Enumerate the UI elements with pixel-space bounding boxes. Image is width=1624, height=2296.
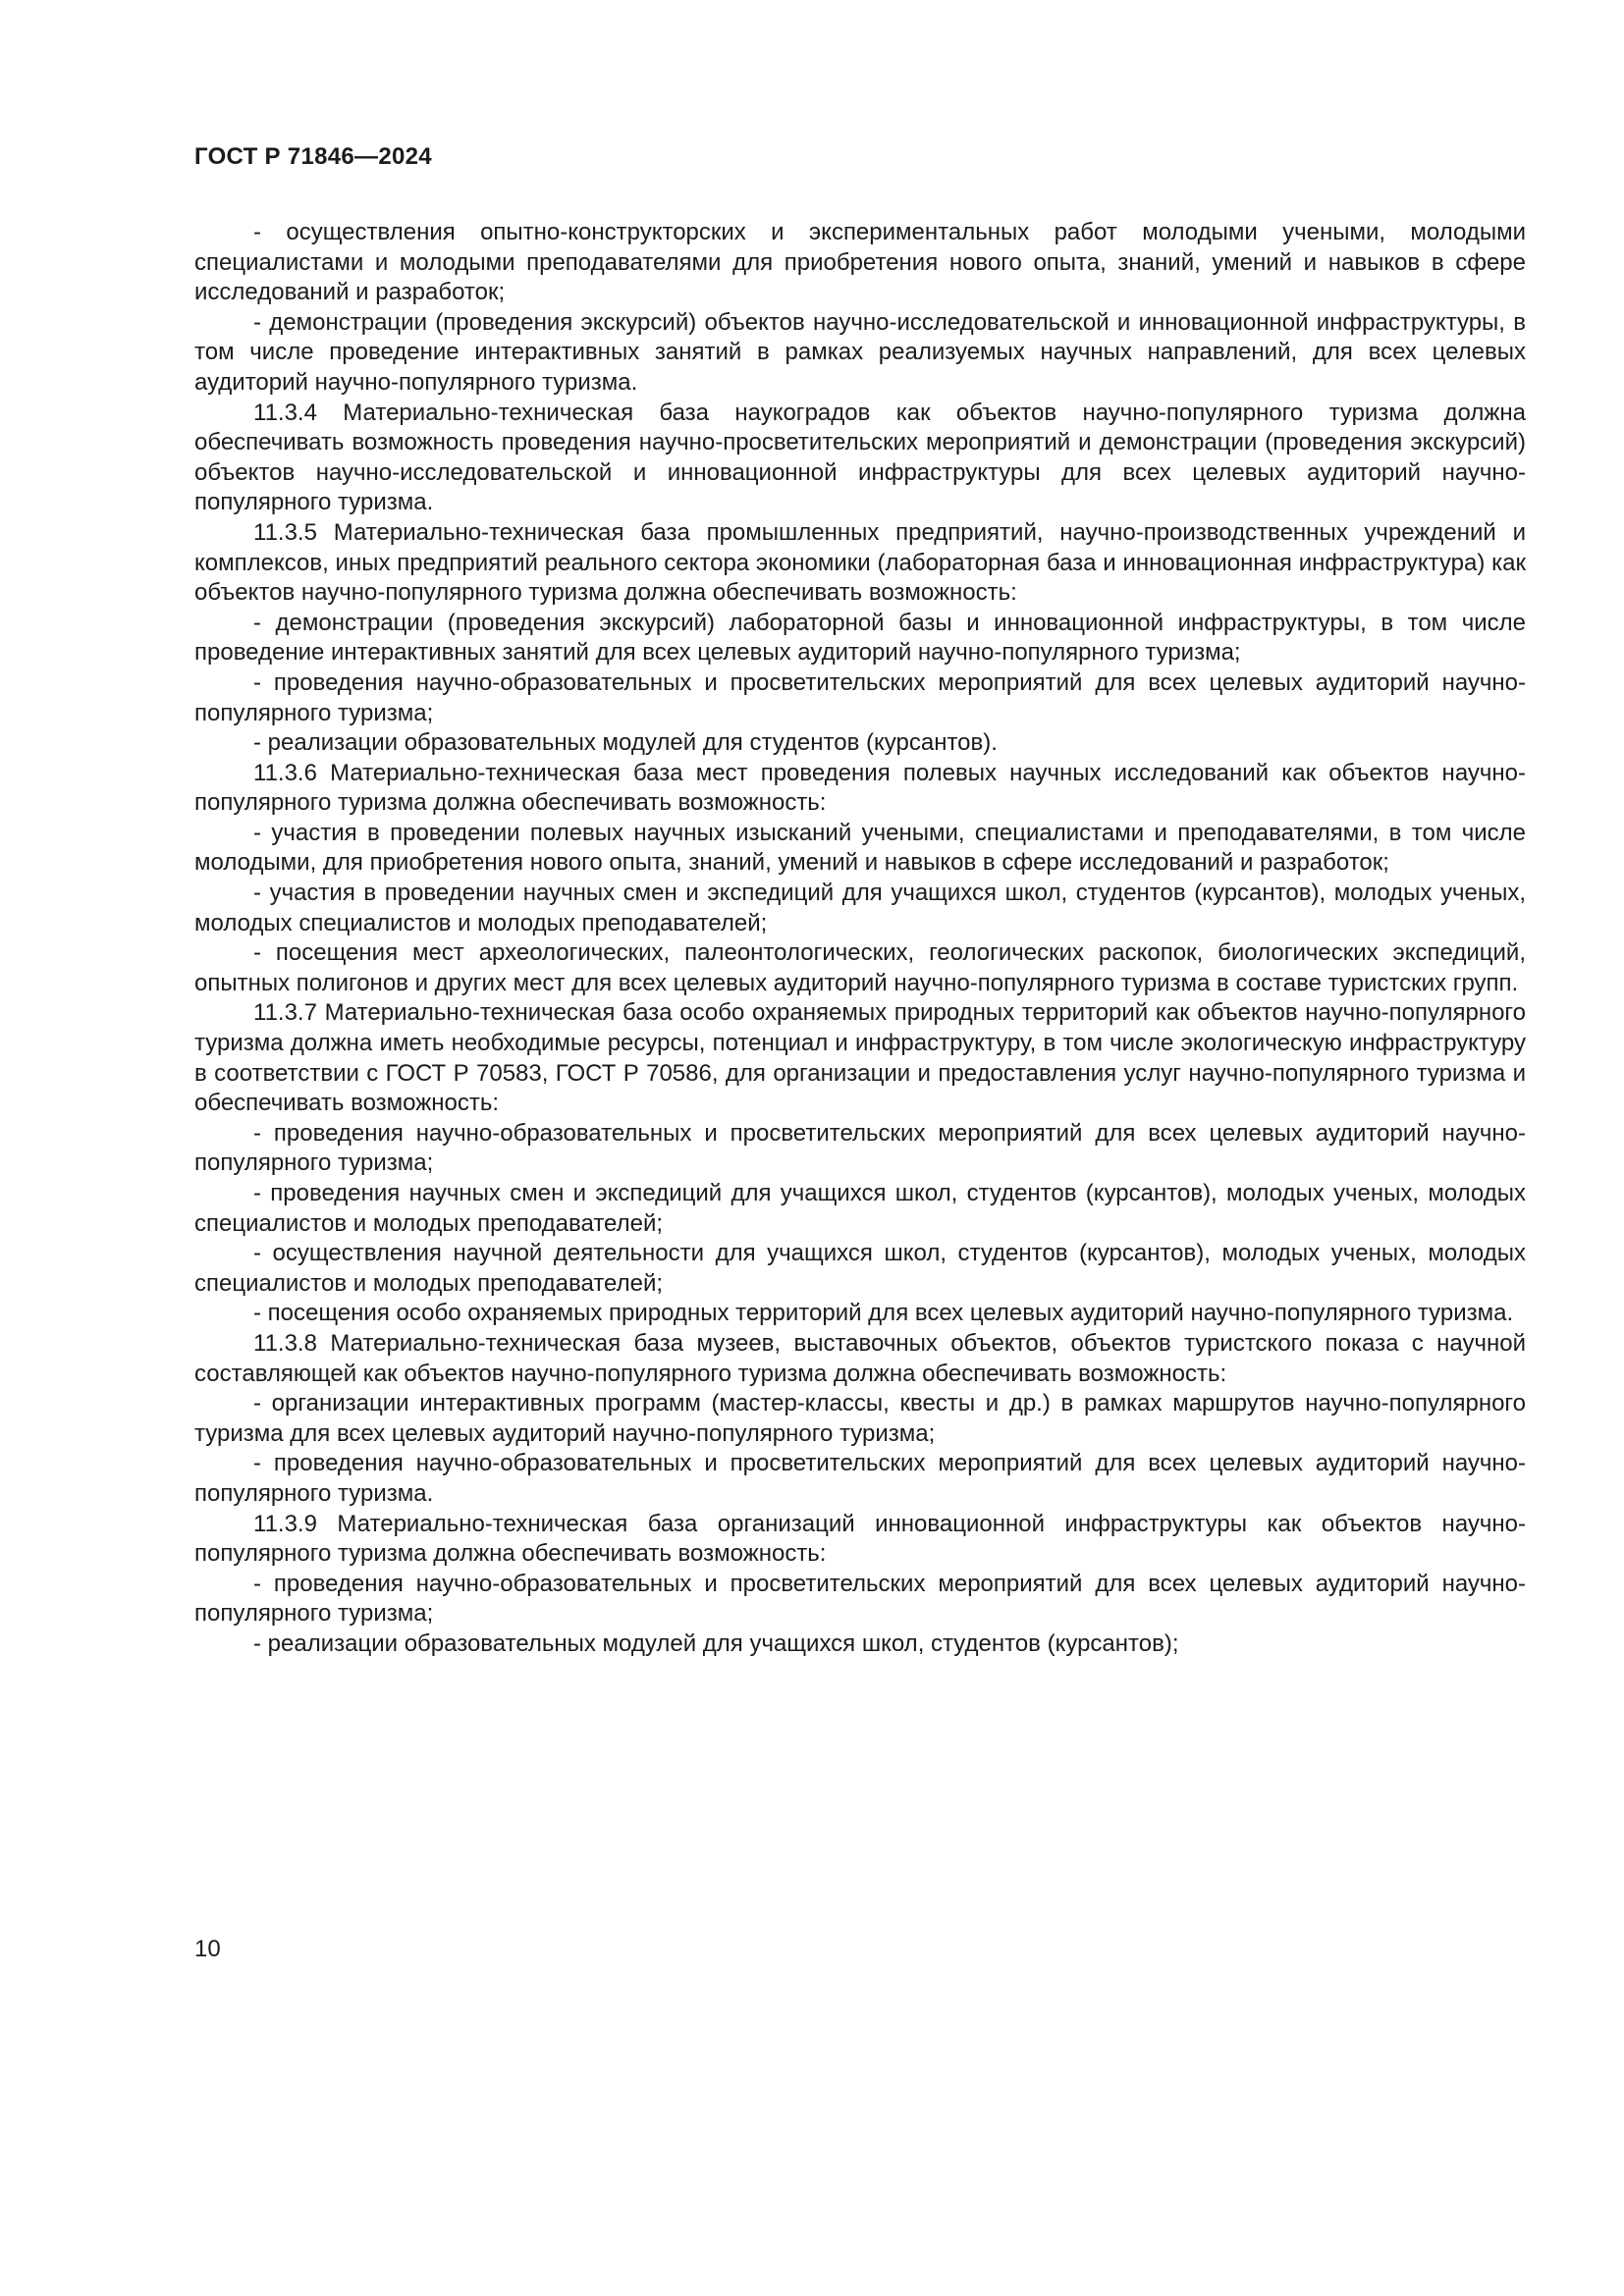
paragraph: 11.3.4 Материально-техническая база наукоградов как объектов научно-популярного туризма должна обеспечивать возможность проведения научно-просветительских мероприятий и демонстрации (проведения экскурсий) объектов научно-исследовательской и инновационной инфраструктуры для всех целевых аудиторий научно-популярного туризма. <box>194 399 1526 516</box>
paragraph: - реализации образовательных модулей для учащихся школ, студентов (курсантов); <box>253 1629 1179 1657</box>
paragraph: - посещения особо охраняемых природных территорий для всех целевых аудиторий научно-популярного туризма. <box>253 1300 1514 1327</box>
paragraph: - проведения научно-образовательных и просветительских мероприятий для всех целевых аудиторий научно-популярного туризма; <box>194 668 1526 726</box>
document-header: ГОСТ Р 71846—2024 <box>194 143 432 170</box>
paragraph: - демонстрации (проведения экскурсий) лабораторной базы и инновационной инфраструктуры, в том числе проведение интерактивных занятий для всех целевых аудиторий научно-популярного туризма; <box>194 609 1526 667</box>
paragraph: 11.3.9 Материально-техническая база организаций инновационной инфраструктуры как объектов научно-популярного туризма должна обеспечивать возможность: <box>194 1510 1526 1568</box>
paragraph: - проведения научных смен и экспедиций для учащихся школ, студентов (курсантов), молодых ученых, молодых специалистов и молодых преподавателей; <box>194 1180 1526 1237</box>
paragraph: - проведения научно-образовательных и просветительских мероприятий для всех целевых аудиторий научно-популярного туризма; <box>194 1119 1526 1177</box>
paragraph: - демонстрации (проведения экскурсий) объектов научно-исследовательской и инновационной инфраструктуры, в том числе проведение интерактивных занятий в рамках реализуемых научных направлений, для всех целевых аудиторий научно-популярного туризма. <box>194 308 1526 396</box>
paragraph: - организации интерактивных программ (мастер-классы, квесты и др.) в рамках маршрутов научно-популярного туризма для всех целевых аудиторий научно-популярного туризма; <box>194 1390 1526 1447</box>
page-number: 10 <box>194 1936 221 1962</box>
paragraph: - участия в проведении полевых научных изысканий учеными, специалистами и преподавателями, в том числе молодыми, для приобретения нового опыта, знаний, умений и навыков в сфере исследований и разработок; <box>194 819 1526 877</box>
paragraph: - проведения научно-образовательных и просветительских мероприятий для всех целевых аудиторий научно-популярного туризма; <box>194 1570 1526 1628</box>
paragraph: - осуществления опытно-конструкторских и экспериментальных работ молодыми учеными, молодыми специалистами и молодыми преподавателями для приобретения нового опыта, знаний, умений и навыков в сфере исследований и разработок; <box>194 219 1526 306</box>
paragraph: 11.3.5 Материально-техническая база промышленных предприятий, научно-производственных учреждений и комплексов, иных предприятий реального сектора экономики (лабораторная база и инновационная инфраструктура) как объектов научно-популярного туризма должна обеспечивать возможность: <box>194 518 1526 607</box>
paragraph: 11.3.6 Материально-техническая база мест проведения полевых научных исследований как объектов научно-популярного туризма должна обеспечивать возможность: <box>194 759 1526 817</box>
paragraph: - участия в проведении научных смен и экспедиций для учащихся школ, студентов (курсантов), молодых ученых, молодых специалистов и молодых преподавателей; <box>194 880 1526 936</box>
paragraph: 11.3.8 Материально-техническая база музеев, выставочных объектов, объектов туристского показа с научной составляющей как объектов научно-популярного туризма должна обеспечивать возможность: <box>194 1329 1526 1387</box>
paragraph: - осуществления научной деятельности для учащихся школ, студентов (курсантов), молодых ученых, молодых специалистов и молодых преподавателей; <box>194 1240 1526 1297</box>
paragraph: - посещения мест археологических, палеонтологических, геологических раскопок, биологических экспедиций, опытных полигонов и других мест для всех целевых аудиторий научно-популярного туризма в составе туристских групп. <box>194 939 1526 996</box>
paragraph: - реализации образовательных модулей для студентов (курсантов). <box>253 729 998 757</box>
paragraph: 11.3.7 Материально-техническая база особо охраняемых природных территорий как объектов научно-популярного туризма должна иметь необходимые ресурсы, потенциал и инфраструктуру, в том числе экологическую инфраструктуру в соответствии с ГОСТ Р 70583, ГОСТ Р 70586, для организации и предоставления услуг научно-популярного туризма и обеспечивать возможность: <box>194 999 1526 1117</box>
paragraph: - проведения научно-образовательных и просветительских мероприятий для всех целевых аудиторий научно-популярного туризма. <box>194 1450 1526 1507</box>
document-body <box>194 218 1526 1660</box>
